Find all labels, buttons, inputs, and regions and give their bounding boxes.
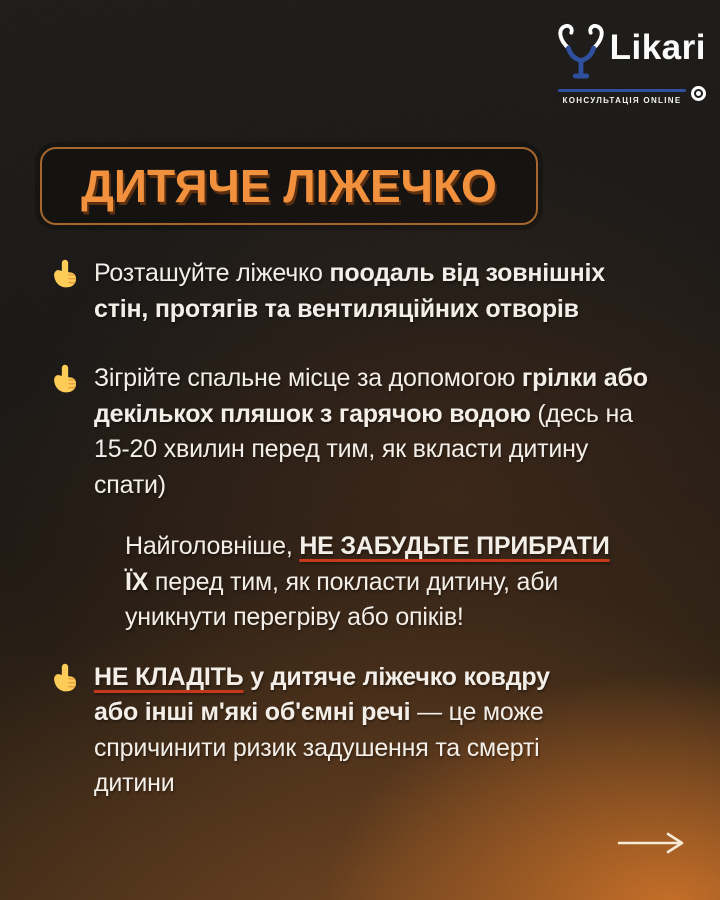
pointing-up-icon (52, 256, 80, 327)
bullet-item (52, 361, 668, 503)
bullet-item (52, 256, 668, 327)
pointing-up-icon (52, 660, 80, 802)
page-title: ДИТЯЧЕ ЛІЖЕЧКО (81, 160, 497, 212)
bullet-text: Найголовніше, НЕ ЗАБУДЬТЕ ПРИБРАТИ ЇХ перед тим, як покласти дитину, аби уникнути перегріву або опіків! (125, 532, 610, 631)
stethoscope-heart-icon (554, 20, 608, 87)
bullet-item (52, 660, 668, 802)
bullet-text: Розташуйте ліжечко поодаль від зовнішніх стін, протягів та вентиляційних отворів (94, 259, 606, 323)
content (52, 256, 668, 802)
bullet-text: Зігрійте спальне місце за допомогою грілки або декількох пляшок з гарячою водою (десь на 15-20 хвилин перед тим, як вкласти дитину спати) (94, 364, 648, 499)
title-box (40, 147, 538, 225)
next-arrow-icon[interactable] (616, 830, 688, 856)
note-item (125, 529, 668, 636)
target-icon (691, 86, 706, 101)
pointing-up-icon (52, 361, 80, 503)
bullet-text: НЕ КЛАДІТЬ у дитяче ліжечко ковдру або інші м'які об'ємні речі — це може спричинити ризик задушення та смерті дитини (94, 662, 550, 797)
brand-name: Likari (609, 28, 706, 67)
logo-tagline: КОНСУЛЬТАЦІЯ ONLINE (562, 96, 682, 105)
likari-logo (554, 20, 706, 105)
logo-underline (558, 89, 686, 92)
